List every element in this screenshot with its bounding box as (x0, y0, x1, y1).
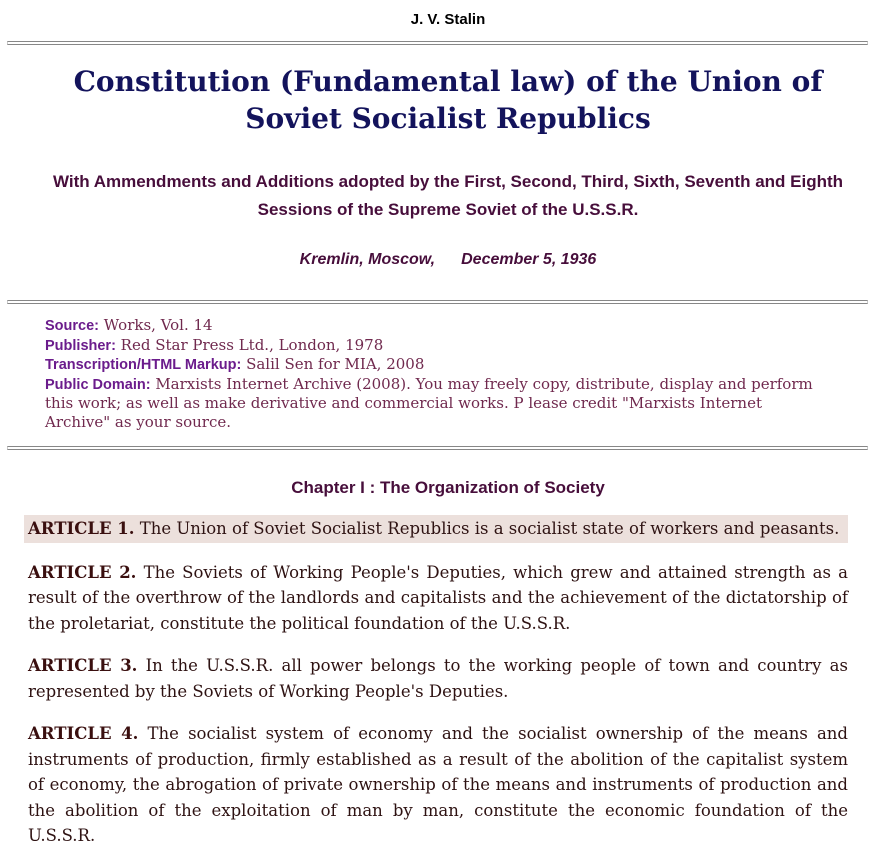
divider (7, 446, 868, 450)
dateline (0, 251, 896, 269)
dateline-date: December 5, 1936 (461, 251, 597, 268)
info-row-source (45, 316, 826, 336)
article-3 (28, 653, 848, 704)
divider (7, 41, 868, 45)
article-1-text: The Union of Soviet Socialist Republics is a socialist state of workers and peasants. (134, 519, 840, 538)
article-2-label: ARTICLE 2. (28, 562, 137, 582)
chapter-heading: Chapter I : The Organization of Society (291, 478, 605, 497)
article-3-text: In the U.S.S.R. all power belongs to the working people of town and country as represented by the Soviets of Working People's Deputies. (28, 656, 848, 701)
article-4-text: The socialist system of economy and the socialist ownership of the means and instruments of production, firmly established as a result of the abolition of the capitalist system of economy, the abrogation of private ownership of the means and instruments of production and the abolition of the exploitation of man by man, constitute the economic foundation of the U.S.S.R. (28, 724, 848, 845)
page-title: Constitution (Fundamental law) of the Union of Soviet Socialist Republics (73, 65, 823, 135)
article-4-label: ARTICLE 4. (28, 724, 139, 743)
subtitle: With Ammendments and Additions adopted by the First, Second, Third, Sixth, Seventh and Eighth Sessions of the Supreme Soviet of the U.S.S.R. (52, 172, 844, 219)
article-4 (28, 721, 848, 849)
info-value: Works, Vol. 14 (99, 316, 213, 334)
article-2 (28, 560, 848, 637)
article-2-text: The Soviets of Working People's Deputies, which grew and attained strength as a result of the overthrow of the landlords and capitalists and the achievement of the dictatorship of the proletariat, constitute the political foundation of the U.S.S.R. (28, 562, 848, 633)
articles-section (0, 515, 896, 849)
info-label: Publisher: (45, 337, 116, 354)
author-heading: J. V. Stalin (410, 11, 486, 28)
info-block (0, 316, 896, 431)
dateline-place: Kremlin, Moscow, (299, 251, 436, 268)
article-3-label: ARTICLE 3. (28, 656, 138, 675)
info-label: Transcription/HTML Markup: (45, 357, 242, 373)
article-1 (24, 515, 848, 543)
article-1-label: ARTICLE 1. (28, 519, 135, 538)
info-value: Marxists Internet Archive (2008). You may freely copy, distribute, display and perform this work; as well as make derivative and commercial works. P lease credit "Marxists Internet Archive" as your source. (45, 374, 813, 431)
info-label: Source: (45, 318, 99, 334)
info-label: Public Domain: (45, 376, 151, 393)
info-row-public-domain (45, 375, 826, 432)
info-value: Salil Sen for MIA, 2008 (241, 355, 425, 373)
divider (7, 300, 868, 304)
info-value: Red Star Press Ltd., London, 1978 (115, 335, 384, 354)
info-row-publisher (45, 336, 826, 356)
info-row-transcription (45, 355, 826, 375)
